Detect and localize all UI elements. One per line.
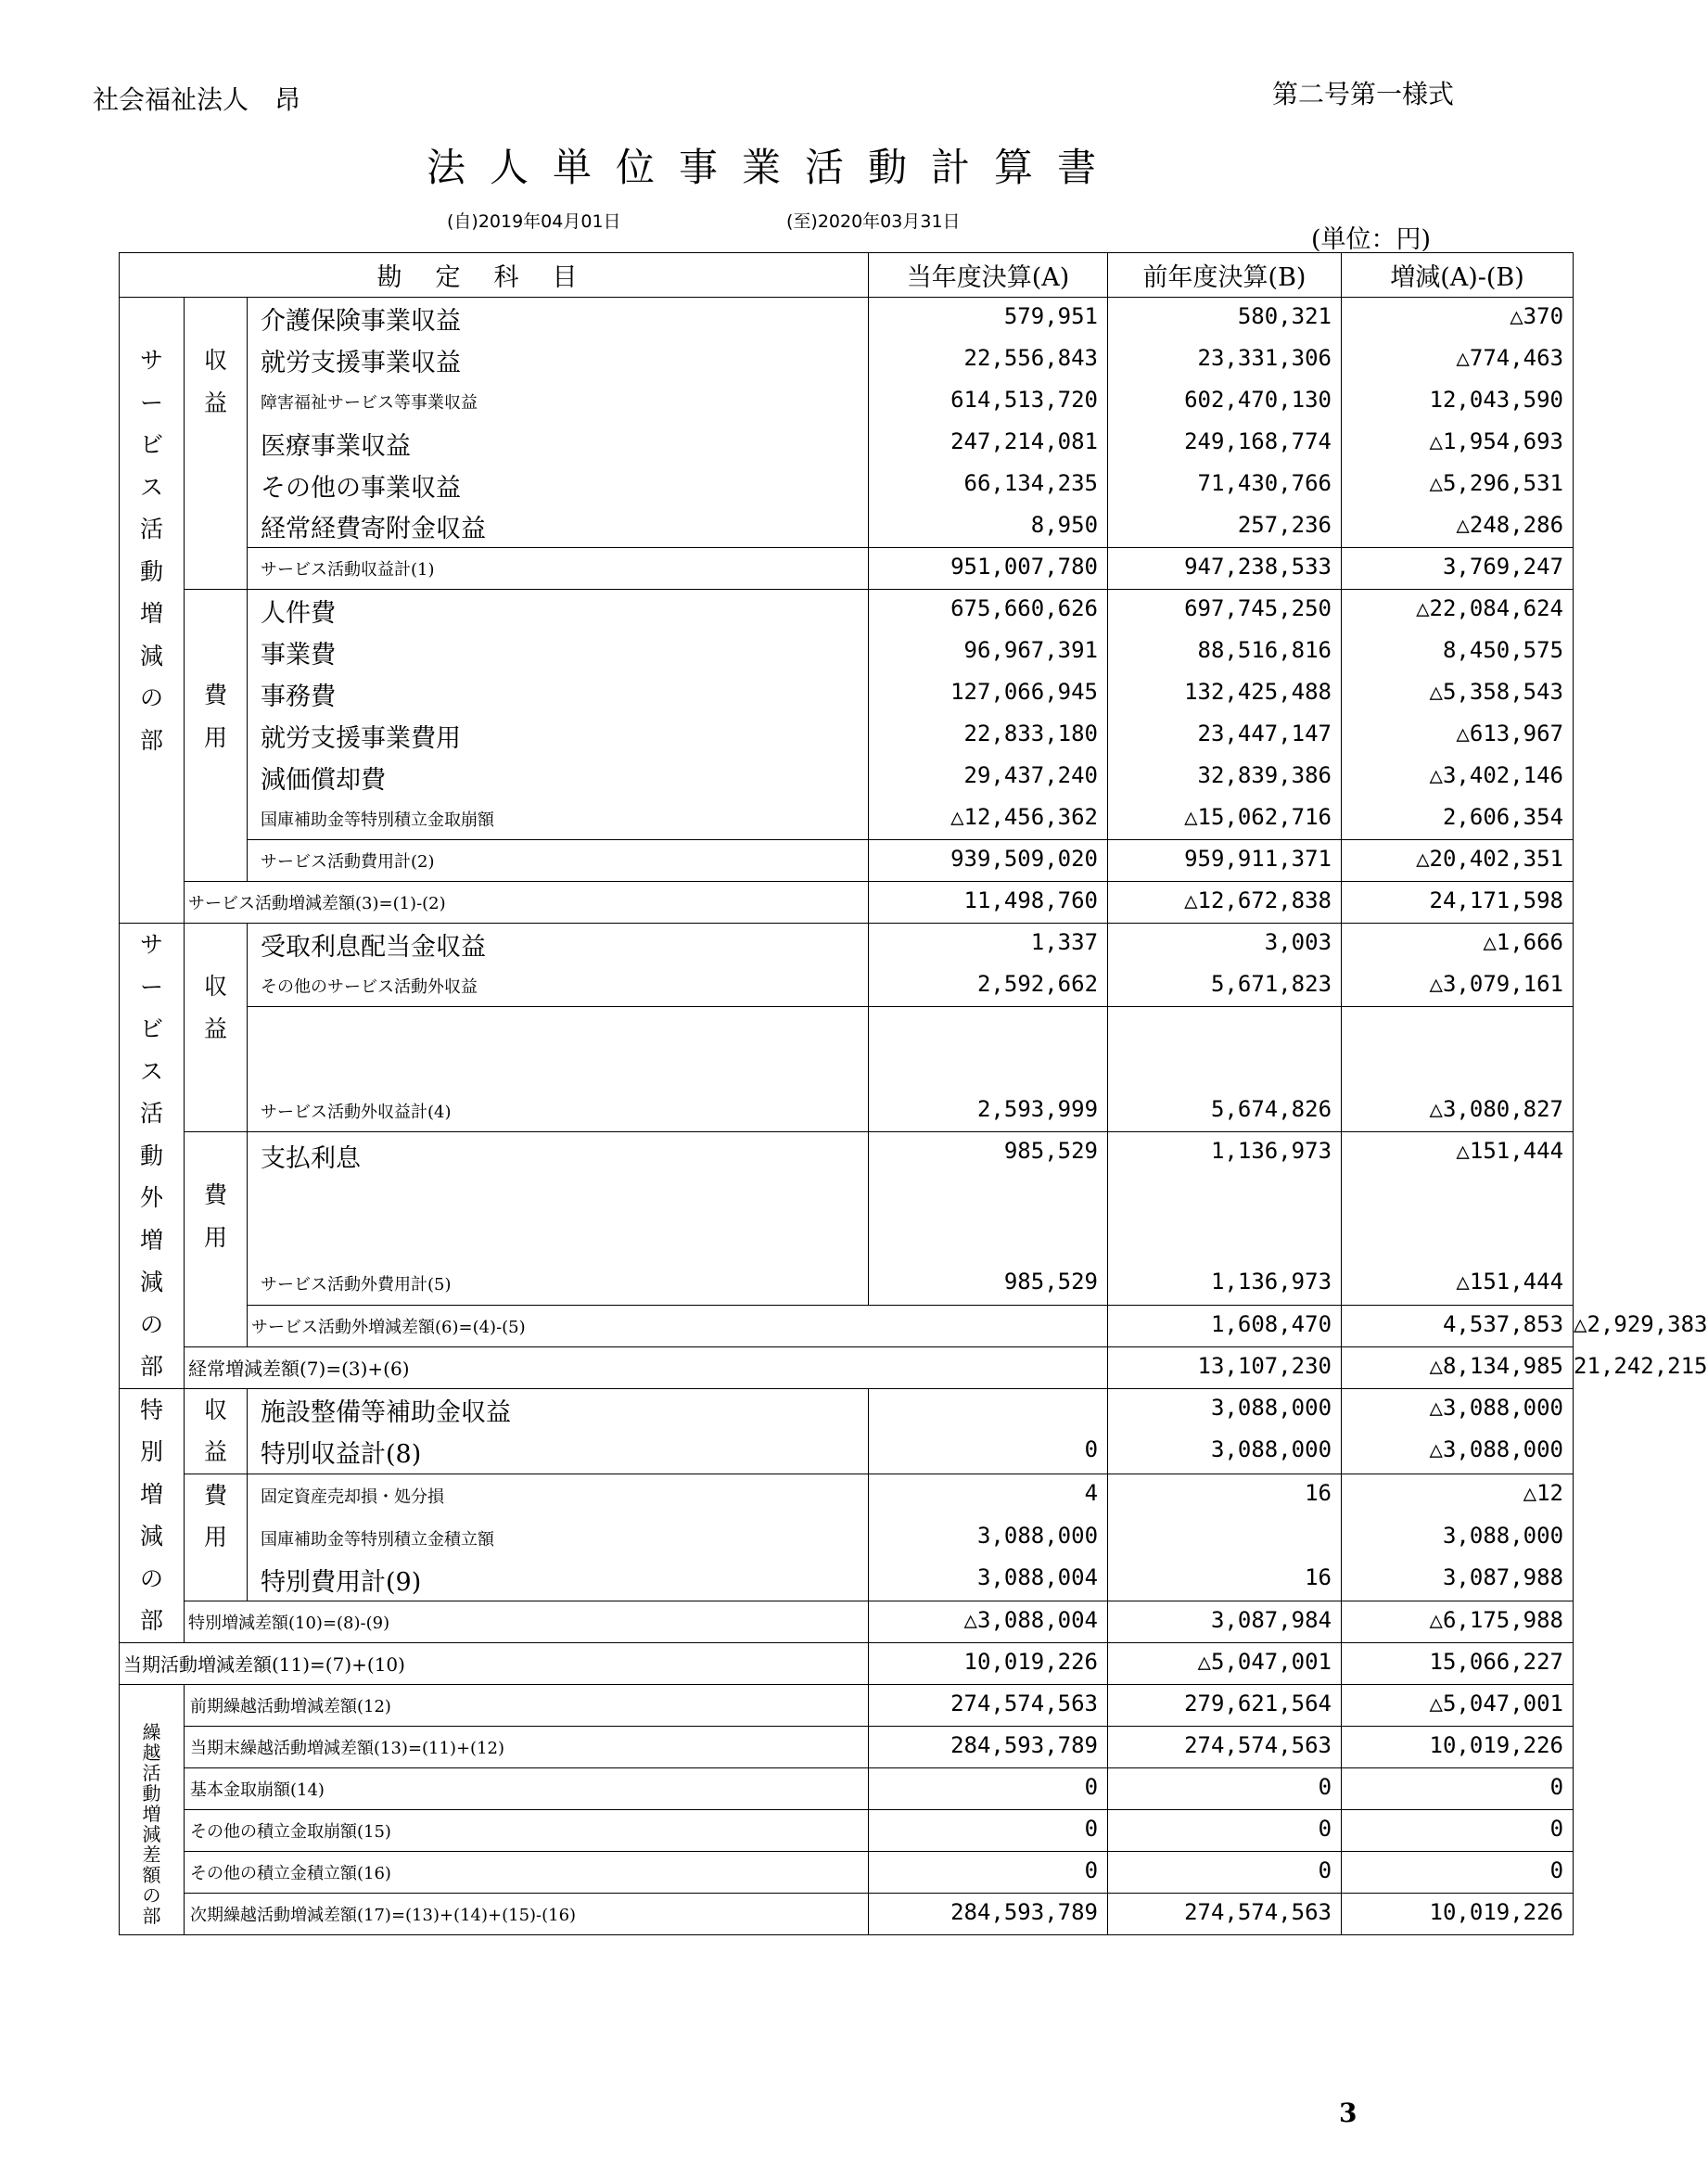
- value-previous: 1,136,973: [1108, 1263, 1342, 1305]
- table-row: [120, 465, 1574, 506]
- value-diff: 3,088,000: [1342, 1517, 1574, 1559]
- value-diff: △12: [1342, 1474, 1574, 1517]
- table-row: [120, 757, 1574, 798]
- value-current: 4: [869, 1474, 1108, 1517]
- value-empty: [869, 1180, 1108, 1221]
- value-diff: 12,043,590: [1342, 381, 1574, 423]
- value-diff: 3,087,988: [1342, 1559, 1574, 1601]
- table-row: [120, 632, 1574, 673]
- table-row: [120, 1388, 1574, 1431]
- value-current: 10,019,226: [869, 1642, 1108, 1684]
- row-label: 事務費: [248, 673, 869, 715]
- value-empty: [1342, 1007, 1574, 1049]
- table-row: [120, 1767, 1574, 1809]
- table-row: [120, 715, 1574, 757]
- value-previous: 16: [1108, 1559, 1342, 1601]
- table-row: [120, 548, 1574, 590]
- value-empty: [1108, 1180, 1342, 1221]
- value-diff: △5,358,543: [1342, 673, 1574, 715]
- page-number: 3: [1339, 2098, 1357, 2128]
- period-to: (至)2020年03月31日: [786, 211, 961, 232]
- value-diff: 8,450,575: [1342, 632, 1574, 673]
- value-empty: [1108, 1007, 1342, 1049]
- value-current: 3,088,004: [869, 1559, 1108, 1601]
- value-previous: [1108, 1517, 1342, 1559]
- value-current: 22,833,180: [869, 715, 1108, 757]
- value-empty: [1108, 1049, 1342, 1091]
- table-row: [120, 673, 1574, 715]
- value-current: 0: [869, 1851, 1108, 1893]
- value-current: 1,337: [869, 924, 1108, 965]
- row-label: サービス活動増減差額(3)=(1)-(2): [185, 882, 869, 924]
- table-row: [120, 1431, 1574, 1474]
- value-diff: △151,444: [1342, 1132, 1574, 1180]
- value-previous: 71,430,766: [1108, 465, 1342, 506]
- row-label: 就労支援事業費用: [248, 715, 869, 757]
- col-current: 当年度決算(A): [869, 253, 1108, 298]
- value-diff: △5,296,531: [1342, 465, 1574, 506]
- row-label: 介護保険事業収益: [248, 298, 869, 339]
- subsection-service-revenue: 収 益: [185, 298, 248, 590]
- table-row: [120, 1809, 1574, 1851]
- value-current: 284,593,789: [869, 1726, 1108, 1767]
- row-label: その他の積立金取崩額(15): [185, 1809, 869, 1851]
- value-previous: 23,447,147: [1108, 715, 1342, 757]
- table-row: [120, 506, 1574, 548]
- value-previous: △15,062,716: [1108, 798, 1342, 840]
- row-label: 施設整備等補助金収益: [248, 1388, 869, 1431]
- table-row: [120, 1091, 1574, 1132]
- row-label-empty: [248, 1221, 869, 1263]
- table-row-blank: [120, 1049, 1574, 1091]
- section-carry-forward: 繰 越 活 動 増 減 差 額 の 部: [120, 1684, 185, 1934]
- value-previous: 1,136,973: [1108, 1132, 1342, 1180]
- value-diff: 0: [1342, 1851, 1574, 1893]
- value-previous: 5,674,826: [1108, 1091, 1342, 1132]
- table-row: [120, 1684, 1574, 1726]
- value-current: 0: [869, 1767, 1108, 1809]
- table-row: [120, 423, 1574, 465]
- section-service: サ ー ビ ス 活 動 増 減 の 部: [120, 298, 185, 924]
- row-label: 前期繰越活動増減差額(12): [185, 1684, 869, 1726]
- row-label: 特別収益計(8): [248, 1431, 869, 1474]
- subsection-non-service-expense: 費 用: [185, 1132, 248, 1347]
- row-label: 国庫補助金等特別積立金取崩額: [248, 798, 869, 840]
- table-row: [120, 1642, 1574, 1684]
- table-row: [120, 1559, 1574, 1601]
- value-current: △3,088,004: [869, 1601, 1108, 1642]
- section-non-service: サ ー ビ ス 活 動 外 増 減 の 部: [120, 924, 185, 1389]
- row-label-empty: [248, 1007, 869, 1049]
- value-current: 29,437,240: [869, 757, 1108, 798]
- value-diff: △248,286: [1342, 506, 1574, 548]
- value-empty: [869, 1007, 1108, 1049]
- table-header: [120, 253, 1574, 298]
- form-number: 第二号第一様式: [1272, 79, 1455, 109]
- table-row: [120, 924, 1574, 965]
- page-title: 法人単位事業活動計算書: [427, 145, 1121, 190]
- value-diff: △6,175,988: [1342, 1601, 1574, 1642]
- row-label: 特別増減差額(10)=(8)-(9): [185, 1601, 869, 1642]
- row-label: 医療事業収益: [248, 423, 869, 465]
- value-current: 2,593,999: [869, 1091, 1108, 1132]
- table-row: [120, 1851, 1574, 1893]
- table-row: [120, 1517, 1574, 1559]
- value-current: 579,951: [869, 298, 1108, 339]
- subsection-special-expense: 費 用: [185, 1474, 248, 1601]
- table-row: [120, 840, 1574, 882]
- row-label: 減価償却費: [248, 757, 869, 798]
- value-diff: △370: [1342, 298, 1574, 339]
- table-row: [120, 1132, 1574, 1180]
- table-row: [120, 298, 1574, 339]
- value-empty: [869, 1049, 1108, 1091]
- value-current: 284,593,789: [869, 1893, 1108, 1934]
- value-current: 96,967,391: [869, 632, 1108, 673]
- subsection-special-revenue: 収 益: [185, 1388, 248, 1474]
- row-label: 当期活動増減差額(11)=(7)+(10): [120, 1642, 869, 1684]
- value-current: 11,498,760: [869, 882, 1108, 924]
- row-label: 固定資産売却損・処分損: [248, 1474, 869, 1517]
- row-label: 受取利息配当金収益: [248, 924, 869, 965]
- row-label-empty: [248, 1049, 869, 1091]
- value-current: 675,660,626: [869, 590, 1108, 632]
- value-previous: 0: [1108, 1851, 1342, 1893]
- value-previous: △12,672,838: [1108, 882, 1342, 924]
- col-account: 勘定科目: [120, 253, 869, 298]
- value-current: 8,950: [869, 506, 1108, 548]
- value-previous: 3,003: [1108, 924, 1342, 965]
- period-from: (自)2019年04月01日: [447, 211, 621, 232]
- row-label: その他のサービス活動外収益: [248, 965, 869, 1007]
- row-label: サービス活動費用計(2): [248, 840, 869, 882]
- row-label: 国庫補助金等特別積立金積立額: [248, 1517, 869, 1559]
- value-empty: [869, 1221, 1108, 1263]
- row-label: サービス活動外増減差額(6)=(4)-(5): [248, 1305, 1108, 1346]
- value-diff: △20,402,351: [1342, 840, 1574, 882]
- row-label: 基本金取崩額(14): [185, 1767, 869, 1809]
- row-label: 経常経費寄附金収益: [248, 506, 869, 548]
- value-previous: 32,839,386: [1108, 757, 1342, 798]
- value-current: 0: [869, 1809, 1108, 1851]
- table-row: [120, 1474, 1574, 1517]
- col-diff: 増減(A)-(B): [1342, 253, 1574, 298]
- value-diff: △3,402,146: [1342, 757, 1574, 798]
- table-row: [120, 590, 1574, 632]
- value-current: 939,509,020: [869, 840, 1108, 882]
- value-empty: [1342, 1180, 1574, 1221]
- value-diff: △613,967: [1342, 715, 1574, 757]
- table-row: [120, 1601, 1574, 1642]
- value-previous: 0: [1108, 1767, 1342, 1809]
- value-diff: 10,019,226: [1342, 1893, 1574, 1934]
- value-current: 951,007,780: [869, 548, 1108, 590]
- value-previous: 959,911,371: [1108, 840, 1342, 882]
- value-current: 13,107,230: [1108, 1346, 1342, 1388]
- table-row: [120, 965, 1574, 1007]
- row-label: サービス活動収益計(1): [248, 548, 869, 590]
- value-empty: [1342, 1049, 1574, 1091]
- value-previous: 88,516,816: [1108, 632, 1342, 673]
- value-previous: 4,537,853: [1342, 1305, 1574, 1346]
- row-label: サービス活動外収益計(4): [248, 1091, 869, 1132]
- row-label-empty: [248, 1180, 869, 1221]
- value-empty: [1108, 1221, 1342, 1263]
- value-previous: 23,331,306: [1108, 339, 1342, 381]
- row-label: 事業費: [248, 632, 869, 673]
- value-previous: 16: [1108, 1474, 1342, 1517]
- value-diff: △151,444: [1342, 1263, 1574, 1305]
- value-diff: 0: [1342, 1809, 1574, 1851]
- value-previous: 257,236: [1108, 506, 1342, 548]
- value-current: 1,608,470: [1108, 1305, 1342, 1346]
- table-row: [120, 882, 1574, 924]
- col-previous: 前年度決算(B): [1108, 253, 1342, 298]
- table-row: サービス活動外増減差額(6)=(4)-(5) 1,608,470 4,537,853 △2,929,383: [120, 1305, 1574, 1346]
- value-diff: 2,606,354: [1342, 798, 1574, 840]
- row-label: その他の積立金積立額(16): [185, 1851, 869, 1893]
- value-diff: 0: [1342, 1767, 1574, 1809]
- table-row-blank: [120, 1221, 1574, 1263]
- value-current: 127,066,945: [869, 673, 1108, 715]
- value-previous: 3,088,000: [1108, 1431, 1342, 1474]
- table-row: [120, 1726, 1574, 1767]
- value-previous: 602,470,130: [1108, 381, 1342, 423]
- value-diff: △3,088,000: [1342, 1431, 1574, 1474]
- value-current: 0: [869, 1431, 1108, 1474]
- subsection-non-service-revenue: 収 益: [185, 924, 248, 1132]
- value-current: 985,529: [869, 1263, 1108, 1305]
- value-diff: △3,088,000: [1342, 1388, 1574, 1431]
- value-current: 614,513,720: [869, 381, 1108, 423]
- row-label: サービス活動外費用計(5): [248, 1263, 869, 1305]
- value-previous: 274,574,563: [1108, 1726, 1342, 1767]
- value-previous: 580,321: [1108, 298, 1342, 339]
- value-diff: △774,463: [1342, 339, 1574, 381]
- value-previous: △5,047,001: [1108, 1642, 1342, 1684]
- activity-statement-table: [119, 252, 1708, 1935]
- table-row: [120, 1893, 1574, 1934]
- value-diff: △3,080,827: [1342, 1091, 1574, 1132]
- value-previous: 3,087,984: [1108, 1601, 1342, 1642]
- row-label: 人件費: [248, 590, 869, 632]
- value-previous: △8,134,985: [1342, 1346, 1574, 1388]
- value-diff: △5,047,001: [1342, 1684, 1574, 1726]
- value-current: 274,574,563: [869, 1684, 1108, 1726]
- value-previous: 132,425,488: [1108, 673, 1342, 715]
- value-empty: [1342, 1221, 1574, 1263]
- value-current: △12,456,362: [869, 798, 1108, 840]
- row-label: 経常増減差額(7)=(3)+(6): [185, 1346, 1108, 1388]
- row-label: その他の事業収益: [248, 465, 869, 506]
- value-previous: 279,621,564: [1108, 1684, 1342, 1726]
- table-row: 経常増減差額(7)=(3)+(6) 13,107,230 △8,134,985 21,242,215: [120, 1346, 1574, 1388]
- value-current: 985,529: [869, 1132, 1108, 1180]
- value-previous: 249,168,774: [1108, 423, 1342, 465]
- section-special: 特 別 増 減 の 部: [120, 1388, 185, 1642]
- value-current: 22,556,843: [869, 339, 1108, 381]
- value-current: 3,088,000: [869, 1517, 1108, 1559]
- value-diff: 15,066,227: [1342, 1642, 1574, 1684]
- value-current: 2,592,662: [869, 965, 1108, 1007]
- value-previous: 697,745,250: [1108, 590, 1342, 632]
- row-label: 就労支援事業収益: [248, 339, 869, 381]
- table-row: [120, 1263, 1574, 1305]
- table-row: [120, 798, 1574, 840]
- table-row: [120, 339, 1574, 381]
- table-row: [120, 381, 1574, 423]
- value-diff: △3,079,161: [1342, 965, 1574, 1007]
- table-row-blank: [120, 1007, 1574, 1049]
- row-label: 特別費用計(9): [248, 1559, 869, 1601]
- table-row-blank: [120, 1180, 1574, 1221]
- subsection-service-expense: 費 用: [185, 590, 248, 882]
- value-previous: 5,671,823: [1108, 965, 1342, 1007]
- row-label: 当期末繰越活動増減差額(13)=(11)+(12): [185, 1726, 869, 1767]
- row-label: 支払利息: [248, 1132, 869, 1180]
- value-diff: △1,954,693: [1342, 423, 1574, 465]
- row-label: 次期繰越活動増減差額(17)=(13)+(14)+(15)-(16): [185, 1893, 869, 1934]
- value-previous: 0: [1108, 1809, 1342, 1851]
- value-current: 247,214,081: [869, 423, 1108, 465]
- value-diff: △1,666: [1342, 924, 1574, 965]
- unit-label: (単位：円): [1311, 225, 1432, 254]
- value-current: [869, 1388, 1108, 1431]
- value-diff: △22,084,624: [1342, 590, 1574, 632]
- value-diff: 3,769,247: [1342, 548, 1574, 590]
- value-diff: 24,171,598: [1342, 882, 1574, 924]
- value-previous: 3,088,000: [1108, 1388, 1342, 1431]
- value-diff: 10,019,226: [1342, 1726, 1574, 1767]
- value-previous: 274,574,563: [1108, 1893, 1342, 1934]
- organization-name: 社会福祉法人 昂: [93, 84, 301, 115]
- value-previous: 947,238,533: [1108, 548, 1342, 590]
- row-label: 障害福祉サービス等事業収益: [248, 381, 869, 423]
- value-current: 66,134,235: [869, 465, 1108, 506]
